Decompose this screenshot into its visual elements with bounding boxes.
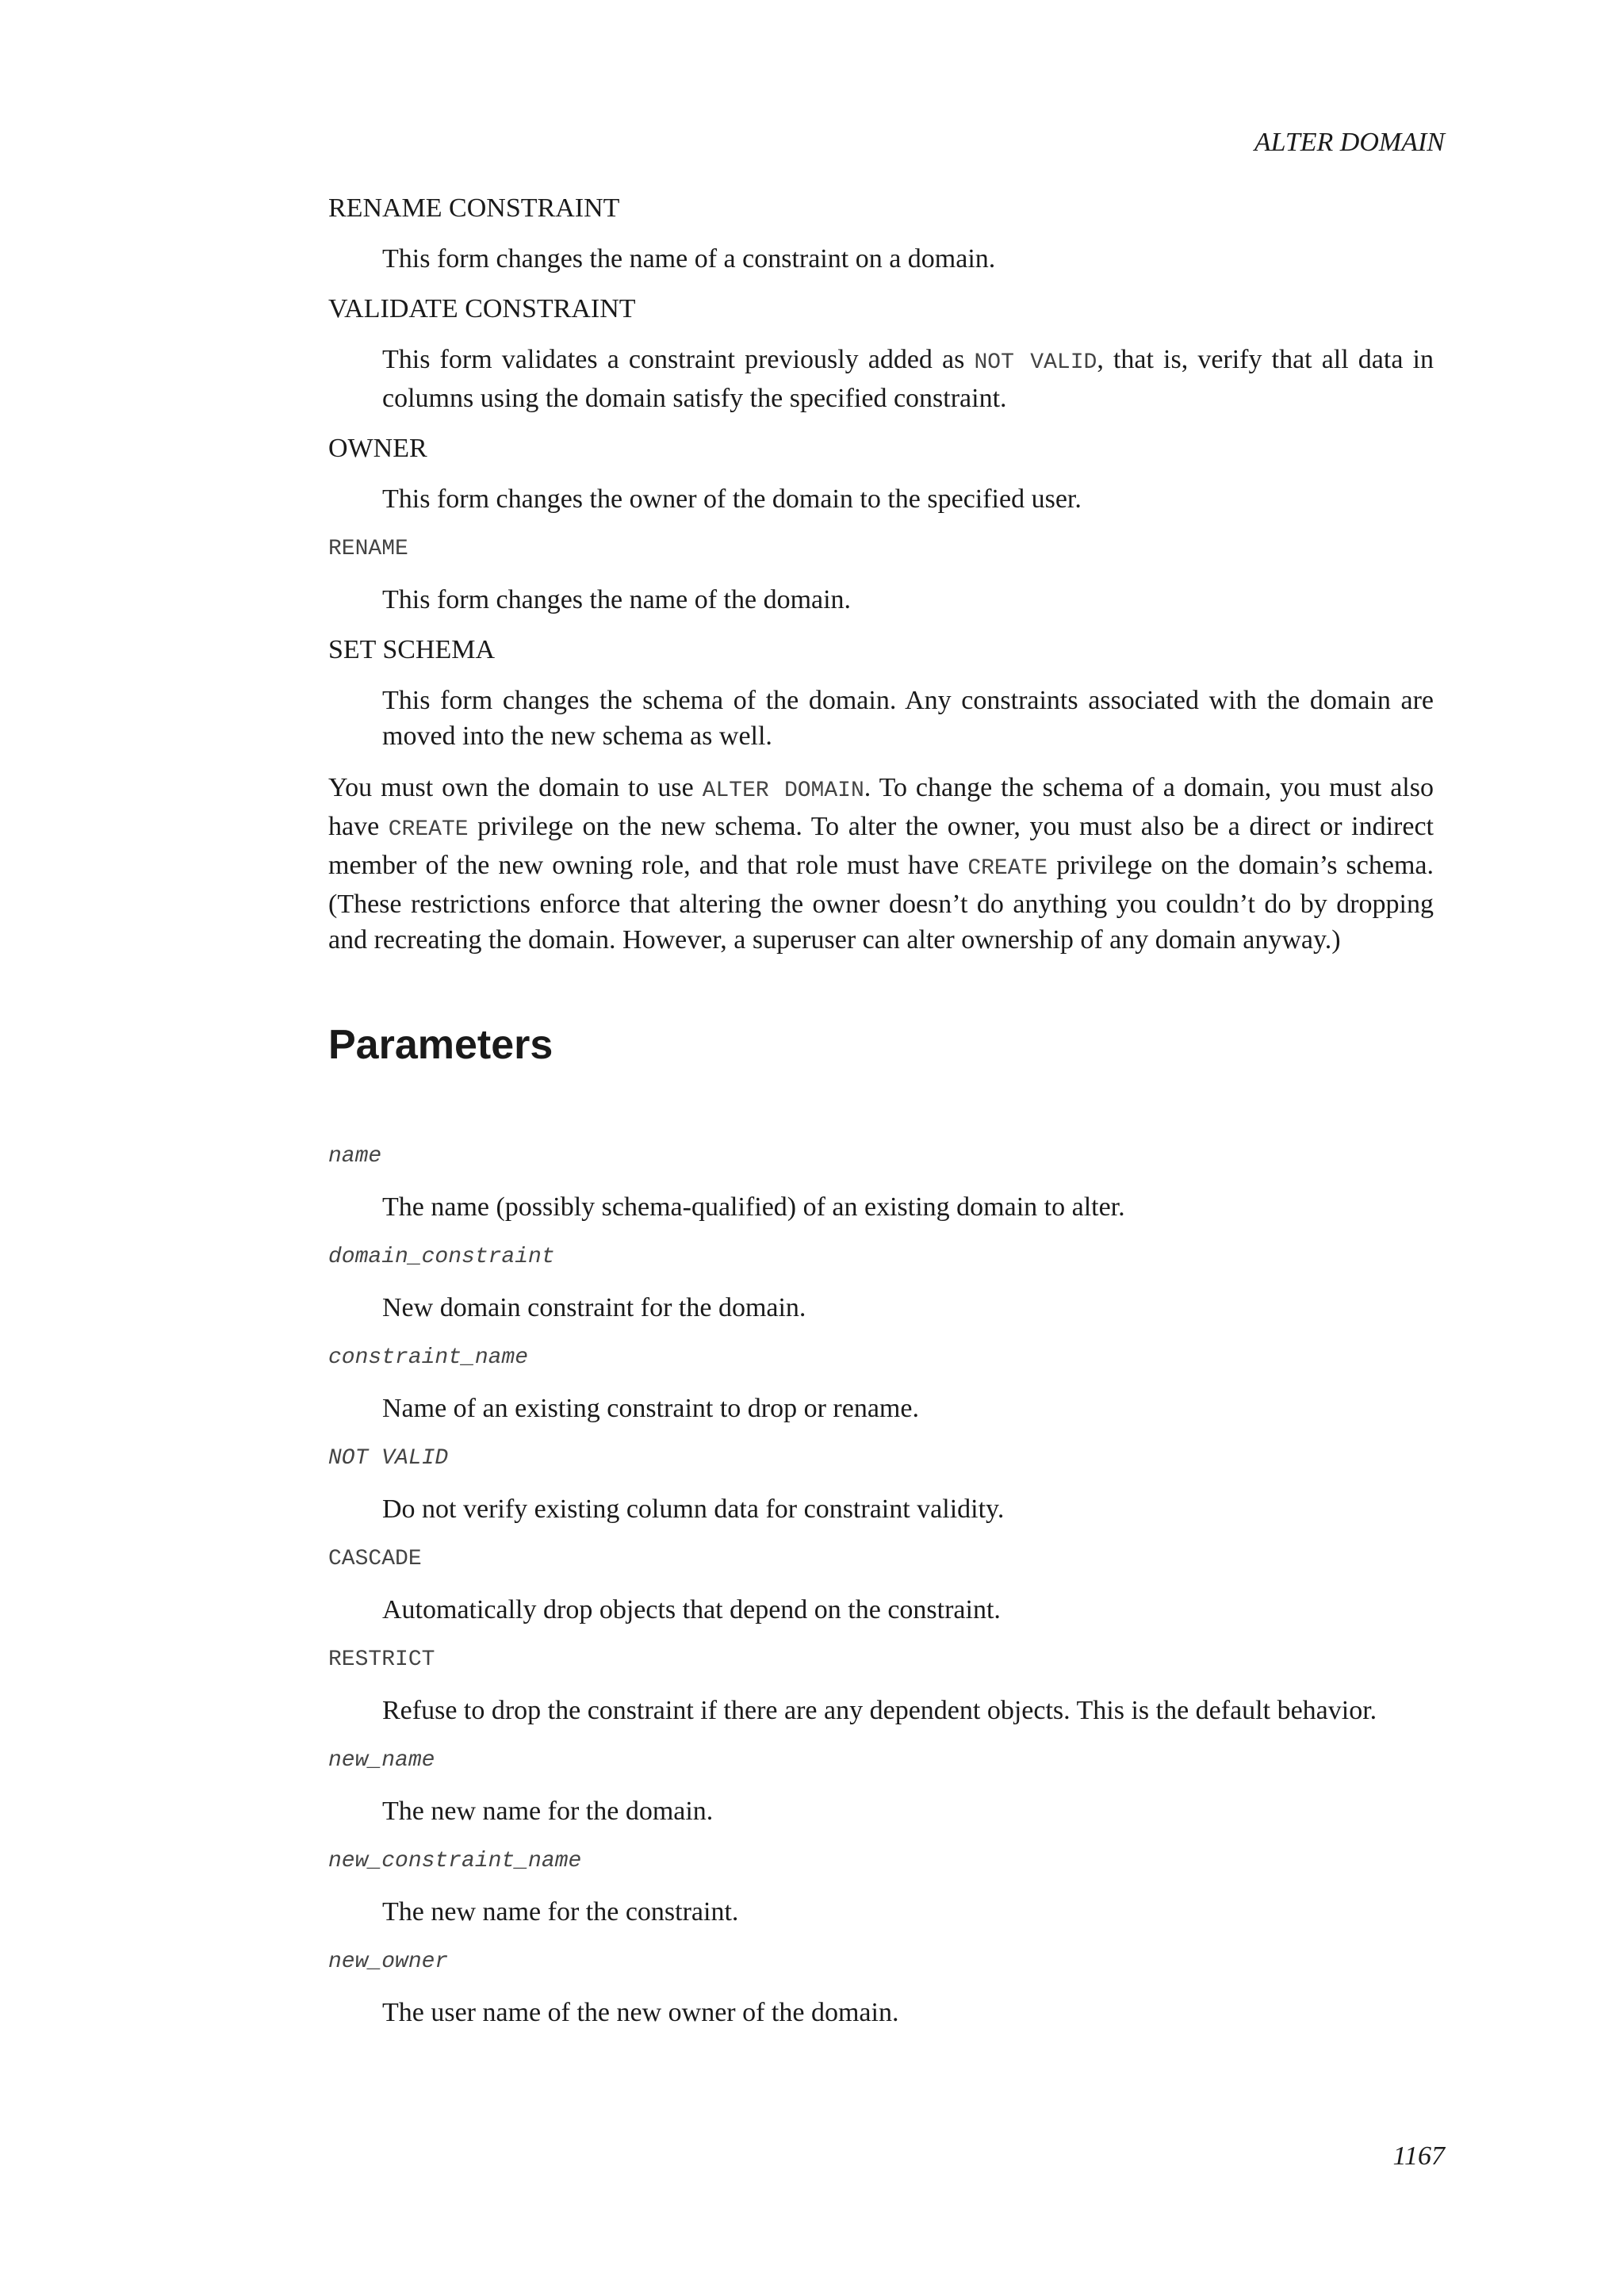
param-term-restrict: RESTRICT [328,1647,435,1672]
para-text: privilege on the new schema. To alter the owner, you must also be a direct or indirect member of the new owning role, and that role must have [328,812,1434,880]
inline-code: CREATE [388,817,469,842]
param-description-restrict: Refuse to drop the constraint if there are any dependent objects. This is the default behavior. [382,1696,1377,1725]
form-term-rename: RENAME [328,537,408,561]
para-text: You must own the domain to use [328,773,703,802]
desc-text: , that is, verify that all data in columns using the domain satisfy the specified constraint. [382,345,1434,413]
param-description-name: The name (possibly schema-qualified) of an existing domain to alter. [382,1192,1125,1222]
page-number: 1167 [1392,2141,1445,2171]
para-text: . To change the schema of a domain, you must also have [328,773,1434,841]
inline-code: CREATE [967,856,1048,881]
form-term-rename-constraint: RENAME CONSTRAINT [328,193,620,223]
running-header: ALTER DOMAIN [1254,128,1445,157]
form-description-owner: This form changes the owner of the domain to the specified user. [382,484,1082,514]
inline-code: NOT VALID [974,350,1097,375]
param-description-constraint-name: Name of an existing constraint to drop or rename. [382,1394,919,1423]
para-text: privilege on the domain’s schema. (These restrictions enforce that altering the owner doesn’t do anything you couldn’t do by dropping and recreating the domain. However, a superuser can alter ownership of any domain anyway.) [328,851,1434,955]
form-term-validate-constraint: VALIDATE CONSTRAINT [328,294,636,323]
desc-text: This form validates a constraint previously added as [382,345,975,374]
form-description-set-schema: This form changes the schema of the domain. Any constraints associated with the domain are moved into the new schema as well. [382,686,1434,751]
param-term-new-owner: new_owner [328,1950,449,1974]
inline-code: ALTER DOMAIN [702,779,864,803]
param-description-cascade: Automatically drop objects that depend on the constraint. [382,1595,1001,1624]
param-term-new-constraint-name: new_constraint_name [328,1849,582,1873]
param-term-new-name: new_name [328,1748,435,1773]
privileges-paragraph [328,770,1434,958]
form-description-rename: This form changes the name of the domain. [382,585,852,614]
form-description-validate-constraint [382,342,1434,416]
parameters-list [328,1140,1434,2030]
form-term-owner: OWNER [328,434,427,463]
forms-list [328,192,1434,754]
form-term-set-schema: SET SCHEMA [328,635,496,664]
form-description-rename-constraint: This form changes the name of a constraint on a domain. [382,244,996,274]
param-term-name: name [328,1144,382,1169]
param-description-new-name: The new name for the domain. [382,1797,714,1826]
param-term-cascade: CASCADE [328,1547,422,1571]
param-description-domain-constraint: New domain constraint for the domain. [382,1293,806,1322]
section-title-parameters: Parameters [328,1022,553,1068]
param-term-domain-constraint: domain_constraint [328,1245,555,1269]
param-description-not-valid: Do not verify existing column data for constraint validity. [382,1494,1005,1524]
param-term-constraint-name: constraint_name [328,1345,529,1370]
param-description-new-owner: The user name of the new owner of the domain. [382,1998,899,2027]
param-description-new-constraint-name: The new name for the constraint. [382,1897,739,1927]
page-content [328,192,1434,2046]
param-term-not-valid: NOT VALID [328,1446,449,1471]
